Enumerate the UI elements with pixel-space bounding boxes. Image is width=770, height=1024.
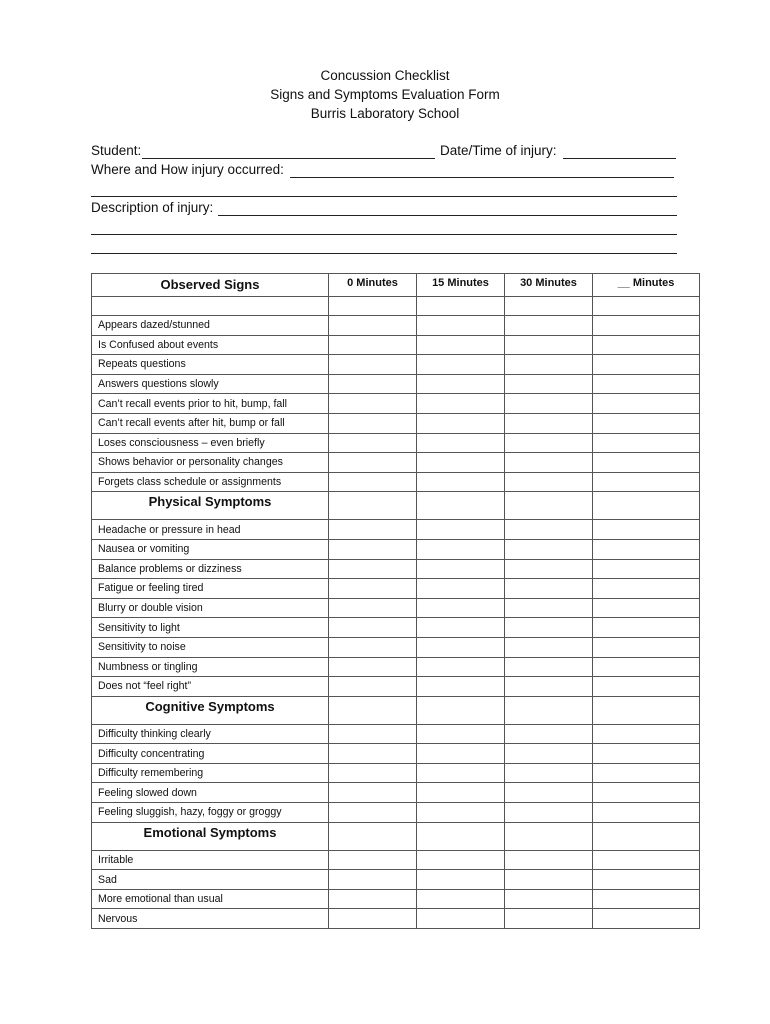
check-cell[interactable] bbox=[417, 374, 505, 394]
check-cell[interactable] bbox=[329, 559, 417, 579]
description-field-line-2[interactable] bbox=[91, 234, 677, 235]
symptom-label: Feeling slowed down bbox=[92, 783, 329, 803]
check-cell[interactable] bbox=[593, 763, 700, 783]
check-cell[interactable] bbox=[329, 889, 417, 909]
check-cell[interactable] bbox=[417, 677, 505, 697]
check-cell[interactable] bbox=[417, 355, 505, 375]
symptom-label: Appears dazed/stunned bbox=[92, 316, 329, 336]
check-cell[interactable] bbox=[505, 520, 593, 540]
table-row bbox=[92, 783, 700, 803]
table-row bbox=[92, 539, 700, 559]
symptom-label: Sensitivity to light bbox=[92, 618, 329, 638]
check-cell[interactable] bbox=[329, 637, 417, 657]
table-row bbox=[92, 453, 700, 473]
check-cell[interactable] bbox=[417, 618, 505, 638]
check-cell[interactable] bbox=[593, 355, 700, 375]
check-cell[interactable] bbox=[593, 374, 700, 394]
check-cell[interactable] bbox=[417, 433, 505, 453]
check-cell[interactable] bbox=[593, 579, 700, 599]
check-cell[interactable] bbox=[417, 724, 505, 744]
table-row bbox=[92, 677, 700, 697]
symptom-label: Loses consciousness – even briefly bbox=[92, 433, 329, 453]
check-cell[interactable] bbox=[593, 783, 700, 803]
symptom-label: Balance problems or dizziness bbox=[92, 559, 329, 579]
check-cell[interactable] bbox=[505, 472, 593, 492]
check-cell[interactable] bbox=[505, 618, 593, 638]
description-label: Description of injury: bbox=[91, 200, 214, 215]
symptom-label: Blurry or double vision bbox=[92, 598, 329, 618]
symptom-label: Can’t recall events after hit, bump or fall bbox=[92, 413, 329, 433]
check-cell[interactable] bbox=[593, 453, 700, 473]
check-cell[interactable] bbox=[329, 355, 417, 375]
table-row bbox=[92, 744, 700, 764]
symptom-label: Answers questions slowly bbox=[92, 374, 329, 394]
form-title: Concussion Checklist bbox=[320, 68, 450, 83]
check-cell[interactable] bbox=[593, 889, 700, 909]
check-cell[interactable] bbox=[329, 618, 417, 638]
symptom-label: Difficulty thinking clearly bbox=[92, 724, 329, 744]
check-cell[interactable] bbox=[505, 744, 593, 764]
form-header bbox=[0, 66, 770, 123]
check-cell[interactable] bbox=[417, 657, 505, 677]
check-cell[interactable] bbox=[593, 559, 700, 579]
check-cell[interactable] bbox=[505, 696, 593, 724]
check-cell[interactable] bbox=[593, 316, 700, 336]
check-cell[interactable] bbox=[329, 335, 417, 355]
column-header-0-minutes: 0 Minutes bbox=[329, 274, 417, 297]
check-cell[interactable] bbox=[329, 374, 417, 394]
check-cell[interactable] bbox=[505, 889, 593, 909]
check-cell[interactable] bbox=[329, 803, 417, 823]
check-cell[interactable] bbox=[329, 539, 417, 559]
table-row bbox=[92, 335, 700, 355]
symptom-label: Nausea or vomiting bbox=[92, 539, 329, 559]
check-cell[interactable] bbox=[505, 316, 593, 336]
symptom-label: Repeats questions bbox=[92, 355, 329, 375]
check-cell[interactable] bbox=[329, 316, 417, 336]
check-cell[interactable] bbox=[505, 803, 593, 823]
school-name: Burris Laboratory School bbox=[310, 106, 460, 121]
table-row bbox=[92, 472, 700, 492]
check-cell[interactable] bbox=[505, 453, 593, 473]
symptom-label: Difficulty concentrating bbox=[92, 744, 329, 764]
check-cell[interactable] bbox=[505, 559, 593, 579]
check-cell[interactable] bbox=[417, 297, 505, 316]
check-cell[interactable] bbox=[593, 297, 700, 316]
check-cell[interactable] bbox=[417, 539, 505, 559]
check-cell[interactable] bbox=[505, 763, 593, 783]
symptom-label: Sad bbox=[92, 870, 329, 890]
check-cell[interactable] bbox=[505, 783, 593, 803]
check-cell[interactable] bbox=[593, 724, 700, 744]
section-title: Emotional Symptoms bbox=[92, 822, 329, 850]
check-cell[interactable] bbox=[505, 413, 593, 433]
check-cell[interactable] bbox=[329, 297, 417, 316]
check-cell[interactable] bbox=[417, 316, 505, 336]
symptom-label: Numbness or tingling bbox=[92, 657, 329, 677]
check-cell[interactable] bbox=[417, 909, 505, 929]
date-time-field[interactable] bbox=[563, 158, 676, 159]
check-cell[interactable] bbox=[593, 598, 700, 618]
check-cell[interactable] bbox=[417, 472, 505, 492]
check-cell[interactable] bbox=[329, 744, 417, 764]
table-row bbox=[92, 618, 700, 638]
check-cell[interactable] bbox=[329, 763, 417, 783]
column-header-15-minutes: 15 Minutes bbox=[417, 274, 505, 297]
section-title: Cognitive Symptoms bbox=[92, 696, 329, 724]
check-cell[interactable] bbox=[593, 492, 700, 520]
column-header-30-minutes: 30 Minutes bbox=[505, 274, 593, 297]
check-cell[interactable] bbox=[593, 677, 700, 697]
column-header-observed-signs: Observed Signs bbox=[92, 274, 329, 297]
table-row bbox=[92, 355, 700, 375]
check-cell[interactable] bbox=[593, 822, 700, 850]
check-cell[interactable] bbox=[329, 492, 417, 520]
check-cell[interactable] bbox=[417, 579, 505, 599]
check-cell[interactable] bbox=[417, 413, 505, 433]
check-cell[interactable] bbox=[593, 850, 700, 870]
description-field[interactable] bbox=[218, 215, 677, 216]
check-cell[interactable] bbox=[417, 696, 505, 724]
check-cell[interactable] bbox=[505, 492, 593, 520]
evaluation-table bbox=[91, 273, 700, 929]
table-row bbox=[92, 316, 700, 336]
check-cell[interactable] bbox=[417, 559, 505, 579]
check-cell[interactable] bbox=[329, 472, 417, 492]
student-label: Student: bbox=[91, 143, 142, 158]
check-cell[interactable] bbox=[417, 492, 505, 520]
table-row bbox=[92, 850, 700, 870]
check-cell[interactable] bbox=[505, 909, 593, 929]
section-header-emotional-symptoms bbox=[92, 822, 700, 850]
check-cell[interactable] bbox=[417, 822, 505, 850]
check-cell[interactable] bbox=[329, 909, 417, 929]
check-cell[interactable] bbox=[329, 696, 417, 724]
check-cell[interactable] bbox=[593, 803, 700, 823]
check-cell[interactable] bbox=[417, 889, 505, 909]
check-cell[interactable] bbox=[329, 783, 417, 803]
check-cell[interactable] bbox=[593, 335, 700, 355]
table-row bbox=[92, 433, 700, 453]
check-cell[interactable] bbox=[505, 598, 593, 618]
symptom-label: Shows behavior or personality changes bbox=[92, 453, 329, 473]
check-cell[interactable] bbox=[505, 374, 593, 394]
table-row bbox=[92, 394, 700, 414]
check-cell[interactable] bbox=[417, 870, 505, 890]
symptom-label: Irritable bbox=[92, 850, 329, 870]
check-cell[interactable] bbox=[593, 394, 700, 414]
check-cell[interactable] bbox=[593, 696, 700, 724]
check-cell[interactable] bbox=[417, 763, 505, 783]
check-cell[interactable] bbox=[505, 579, 593, 599]
blank-cell bbox=[92, 297, 329, 316]
table-header-row bbox=[92, 274, 700, 297]
description-field-line-3[interactable] bbox=[91, 253, 677, 254]
section-title: Physical Symptoms bbox=[92, 492, 329, 520]
check-cell[interactable] bbox=[417, 744, 505, 764]
symptom-label: Sensitivity to noise bbox=[92, 637, 329, 657]
table-row bbox=[92, 520, 700, 540]
check-cell[interactable] bbox=[329, 394, 417, 414]
check-cell[interactable] bbox=[329, 413, 417, 433]
table-row bbox=[92, 413, 700, 433]
table-row bbox=[92, 909, 700, 929]
check-cell[interactable] bbox=[417, 394, 505, 414]
table-row bbox=[92, 803, 700, 823]
table-row bbox=[92, 657, 700, 677]
check-cell[interactable] bbox=[329, 598, 417, 618]
check-cell[interactable] bbox=[329, 870, 417, 890]
form-subtitle: Signs and Symptoms Evaluation Form bbox=[270, 87, 500, 102]
check-cell[interactable] bbox=[417, 335, 505, 355]
check-cell[interactable] bbox=[593, 909, 700, 929]
check-cell[interactable] bbox=[505, 355, 593, 375]
check-cell[interactable] bbox=[417, 803, 505, 823]
check-cell[interactable] bbox=[593, 618, 700, 638]
check-cell[interactable] bbox=[505, 539, 593, 559]
check-cell[interactable] bbox=[505, 637, 593, 657]
symptom-label: Feeling sluggish, hazy, foggy or groggy bbox=[92, 803, 329, 823]
check-cell[interactable] bbox=[593, 744, 700, 764]
check-cell[interactable] bbox=[505, 297, 593, 316]
symptom-label: Does not “feel right” bbox=[92, 677, 329, 697]
check-cell[interactable] bbox=[505, 335, 593, 355]
check-cell[interactable] bbox=[505, 850, 593, 870]
check-cell[interactable] bbox=[417, 637, 505, 657]
date-time-label: Date/Time of injury: bbox=[440, 143, 557, 158]
check-cell[interactable] bbox=[329, 657, 417, 677]
where-how-field[interactable] bbox=[290, 177, 674, 178]
check-cell[interactable] bbox=[329, 520, 417, 540]
table-row bbox=[92, 724, 700, 744]
section-header-cognitive-symptoms bbox=[92, 696, 700, 724]
table-row bbox=[92, 870, 700, 890]
check-cell[interactable] bbox=[593, 433, 700, 453]
check-cell[interactable] bbox=[593, 520, 700, 540]
column-header-custom-minutes: __ Minutes bbox=[593, 274, 700, 297]
table-row bbox=[92, 598, 700, 618]
check-cell[interactable] bbox=[329, 433, 417, 453]
check-cell[interactable] bbox=[505, 394, 593, 414]
check-cell[interactable] bbox=[329, 822, 417, 850]
symptom-label: Can’t recall events prior to hit, bump, fall bbox=[92, 394, 329, 414]
table-blank-row bbox=[92, 297, 700, 316]
symptom-label: Fatigue or feeling tired bbox=[92, 579, 329, 599]
check-cell[interactable] bbox=[417, 520, 505, 540]
student-field[interactable] bbox=[142, 158, 435, 159]
check-cell[interactable] bbox=[329, 724, 417, 744]
check-cell[interactable] bbox=[417, 850, 505, 870]
check-cell[interactable] bbox=[593, 539, 700, 559]
where-how-field-line-2[interactable] bbox=[91, 196, 677, 197]
check-cell[interactable] bbox=[593, 657, 700, 677]
check-cell[interactable] bbox=[329, 850, 417, 870]
table-row bbox=[92, 579, 700, 599]
symptom-label: Nervous bbox=[92, 909, 329, 929]
table-row bbox=[92, 374, 700, 394]
table-row bbox=[92, 889, 700, 909]
check-cell[interactable] bbox=[329, 579, 417, 599]
check-cell[interactable] bbox=[505, 677, 593, 697]
check-cell[interactable] bbox=[329, 453, 417, 473]
table-row bbox=[92, 637, 700, 657]
check-cell[interactable] bbox=[593, 637, 700, 657]
section-header-physical-symptoms bbox=[92, 492, 700, 520]
table-row bbox=[92, 763, 700, 783]
where-how-label: Where and How injury occurred: bbox=[91, 162, 284, 177]
check-cell[interactable] bbox=[417, 453, 505, 473]
check-cell[interactable] bbox=[593, 472, 700, 492]
check-cell[interactable] bbox=[505, 433, 593, 453]
check-cell[interactable] bbox=[505, 822, 593, 850]
symptom-label: Headache or pressure in head bbox=[92, 520, 329, 540]
check-cell[interactable] bbox=[505, 724, 593, 744]
check-cell[interactable] bbox=[417, 783, 505, 803]
check-cell[interactable] bbox=[417, 598, 505, 618]
check-cell[interactable] bbox=[329, 677, 417, 697]
symptom-label: More emotional than usual bbox=[92, 889, 329, 909]
symptom-label: Forgets class schedule or assignments bbox=[92, 472, 329, 492]
check-cell[interactable] bbox=[505, 657, 593, 677]
check-cell[interactable] bbox=[593, 413, 700, 433]
check-cell[interactable] bbox=[593, 870, 700, 890]
table-row bbox=[92, 559, 700, 579]
symptom-label: Is Confused about events bbox=[92, 335, 329, 355]
check-cell[interactable] bbox=[505, 870, 593, 890]
symptom-label: Difficulty remembering bbox=[92, 763, 329, 783]
